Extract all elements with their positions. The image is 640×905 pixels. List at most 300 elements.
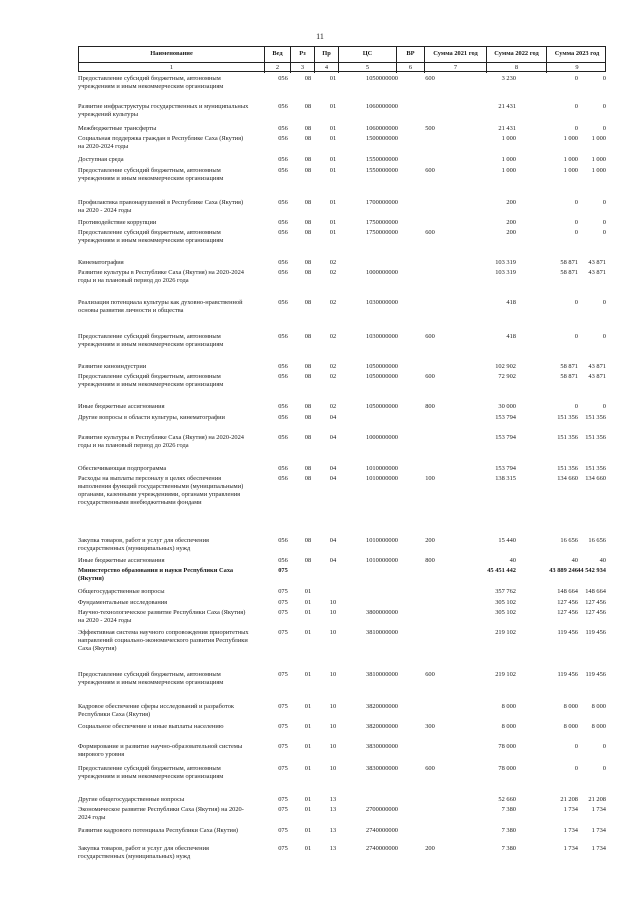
cell-s1: 7 380 (501, 845, 516, 852)
header-number: 2 (275, 64, 280, 71)
cell-name: Противодействие коррупции (78, 219, 157, 226)
cell-rz: 08 (304, 414, 312, 421)
cell-name: Формирование и развитие научно-образовательной системы мирового уровня (78, 743, 243, 758)
cell-rz: 08 (304, 434, 312, 441)
cell-ved: 056 (278, 414, 288, 421)
cell-s1: 30 000 (498, 403, 516, 410)
cell-s3: 0 (602, 75, 606, 82)
cell-rz: 08 (304, 75, 312, 82)
cell-s2: 1 000 (563, 156, 578, 163)
cell-cs: 1550000000 (366, 167, 398, 174)
cell-s2: 0 (574, 103, 578, 110)
cell-name: Социальная поддержка граждан в Республике Саха (Якутия) на 2020-2024 годы (78, 135, 244, 150)
cell-name: Реализация потенциала культуры как духовно-нравственной основы развития личности и общества (78, 299, 243, 314)
cell-s3: 44 542 934 (577, 567, 606, 574)
header-cell (79, 47, 265, 73)
cell-rz: 01 (304, 599, 312, 606)
cell-s1: 153 794 (495, 465, 516, 472)
cell-cs: 1000000000 (366, 269, 398, 276)
cell-s1: 1 000 (501, 135, 516, 142)
cell-cs: 3820000000 (366, 703, 398, 710)
cell-s2: 0 (574, 333, 578, 340)
cell-s2: 58 871 (560, 363, 578, 370)
cell-pr: 10 (329, 671, 337, 678)
cell-ved: 056 (278, 75, 288, 82)
cell-name: Предоставление субсидий бюджетным, автономным учреждениям и иным некоммерческим организациям (78, 373, 224, 388)
cell-ved: 075 (278, 671, 288, 678)
cell-ved: 075 (278, 806, 288, 813)
cell-cs: 3810000000 (366, 671, 398, 678)
cell-s2: 151 356 (557, 465, 578, 472)
cell-s1: 7 380 (501, 827, 516, 834)
cell-name: Закупка товаров, работ и услуг для обеспечения государственных (муниципальных) нужд (78, 845, 209, 860)
cell-cs: 1000000000 (366, 434, 398, 441)
cell-s1: 7 380 (501, 806, 516, 813)
cell-ved: 075 (278, 796, 288, 803)
header-number: 3 (300, 64, 305, 71)
header-number: 7 (453, 64, 458, 71)
cell-pr: 02 (329, 299, 337, 306)
cell-ved: 075 (278, 567, 288, 574)
cell-name: Общегосударственные вопросы (78, 588, 165, 595)
cell-s1: 153 794 (495, 434, 516, 441)
cell-s2: 0 (574, 75, 578, 82)
cell-cs: 2740000000 (366, 827, 398, 834)
cell-s1: 305 102 (495, 599, 516, 606)
cell-s2: 16 656 (560, 537, 578, 544)
cell-cs: 1700000000 (366, 199, 398, 206)
cell-s2: 151 356 (557, 414, 578, 421)
cell-ved: 056 (278, 434, 288, 441)
header-label: ВР (406, 50, 415, 57)
cell-name: Социальное обеспечение и иные выплаты населению (78, 723, 224, 730)
cell-pr: 01 (329, 125, 337, 132)
cell-s2: 127 456 (557, 599, 578, 606)
cell-s2: 119 456 (557, 629, 578, 636)
header-cell (265, 47, 291, 73)
cell-rz: 01 (304, 806, 312, 813)
cell-cs: 2740000000 (366, 845, 398, 852)
cell-s3: 43 871 (588, 259, 606, 266)
cell-cs: 1750000000 (366, 229, 398, 236)
cell-rz: 01 (304, 796, 312, 803)
cell-ved: 075 (278, 845, 288, 852)
cell-cs: 3830000000 (366, 765, 398, 772)
cell-ved: 056 (278, 103, 288, 110)
cell-ved: 056 (278, 135, 288, 142)
cell-rz: 08 (304, 557, 312, 564)
cell-vr: 600 (425, 671, 435, 678)
cell-s2: 127 456 (557, 609, 578, 616)
header-cell (397, 47, 425, 73)
cell-name: Кадровое обеспечение сферы исследований и разработок Республики Саха (Якутия) (78, 703, 235, 718)
cell-s3: 0 (602, 765, 606, 772)
cell-s3: 151 356 (585, 465, 606, 472)
cell-pr: 02 (329, 259, 337, 266)
cell-s3: 1 000 (591, 156, 606, 163)
cell-s2: 0 (574, 229, 578, 236)
cell-s3: 1 734 (591, 827, 606, 834)
cell-ved: 075 (278, 629, 288, 636)
cell-s1: 103 319 (495, 259, 516, 266)
cell-ved: 075 (278, 609, 288, 616)
cell-rz: 08 (304, 475, 312, 482)
header-label: ЦС (362, 50, 373, 57)
cell-s1: 418 (506, 333, 516, 340)
cell-vr: 600 (425, 229, 435, 236)
cell-rz: 01 (304, 765, 312, 772)
cell-s2: 8 000 (563, 703, 578, 710)
cell-s3: 127 456 (585, 599, 606, 606)
cell-pr: 02 (329, 403, 337, 410)
header-number: 5 (365, 64, 370, 71)
cell-rz: 01 (304, 827, 312, 834)
cell-ved: 075 (278, 703, 288, 710)
cell-s1: 305 102 (495, 609, 516, 616)
header-number: 6 (408, 64, 413, 71)
cell-cs: 1500000000 (366, 135, 398, 142)
cell-rz: 01 (304, 845, 312, 852)
cell-s3: 148 664 (585, 588, 606, 595)
cell-pr: 01 (329, 156, 337, 163)
cell-name: Научно-технологическое развитие Республики Саха (Якутия) на 2020 - 2024 годы (78, 609, 246, 624)
cell-cs: 1750000000 (366, 219, 398, 226)
cell-ved: 056 (278, 219, 288, 226)
cell-s1: 21 431 (498, 103, 516, 110)
cell-vr: 800 (425, 557, 435, 564)
table-header (78, 46, 606, 72)
cell-s2: 1 734 (563, 845, 578, 852)
cell-rz: 08 (304, 333, 312, 340)
cell-s3: 0 (602, 199, 606, 206)
cell-pr: 10 (329, 723, 337, 730)
cell-rz: 08 (304, 259, 312, 266)
cell-s2: 119 456 (557, 671, 578, 678)
cell-s3: 8 000 (591, 723, 606, 730)
cell-s3: 0 (602, 333, 606, 340)
cell-vr: 600 (425, 765, 435, 772)
cell-s1: 418 (506, 299, 516, 306)
cell-s2: 58 871 (560, 373, 578, 380)
header-cell (291, 47, 315, 73)
cell-rz: 08 (304, 167, 312, 174)
cell-pr: 10 (329, 609, 337, 616)
cell-ved: 056 (278, 403, 288, 410)
cell-name: Расходы на выплаты персоналу в целях обеспечения выполнения функций государственными (муниципальными) органами, казенными учреждениями, органами управления государственными внебюджетными фондами (78, 475, 244, 506)
cell-s1: 78 000 (498, 743, 516, 750)
cell-name: Закупка товаров, работ и услуг для обеспечения государственных (муниципальных) нужд (78, 537, 209, 552)
cell-cs: 1030000000 (366, 333, 398, 340)
cell-rz: 08 (304, 403, 312, 410)
cell-cs: 1060000000 (366, 125, 398, 132)
cell-ved: 056 (278, 199, 288, 206)
header-label: Пр (322, 50, 331, 57)
cell-s3: 119 456 (585, 629, 606, 636)
cell-s1: 8 000 (501, 703, 516, 710)
cell-s2: 151 356 (557, 434, 578, 441)
cell-s3: 0 (602, 403, 606, 410)
cell-rz: 08 (304, 363, 312, 370)
cell-name: Развитие культуры в Республике Саха (Якутия) на 2020-2024 годы и на плановый период до 2026 года (78, 434, 244, 449)
cell-ved: 056 (278, 475, 288, 482)
cell-s3: 40 (599, 557, 606, 564)
cell-ved: 056 (278, 373, 288, 380)
cell-s3: 1 734 (591, 806, 606, 813)
cell-s1: 72 902 (498, 373, 516, 380)
cell-s3: 127 456 (585, 609, 606, 616)
cell-name: Предоставление субсидий бюджетным, автономным учреждениям и иным некоммерческим организациям (78, 229, 224, 244)
cell-s1: 1 000 (501, 167, 516, 174)
cell-s3: 43 871 (588, 363, 606, 370)
cell-s1: 103 319 (495, 269, 516, 276)
cell-rz: 01 (304, 703, 312, 710)
cell-ved: 075 (278, 599, 288, 606)
cell-s1: 219 102 (495, 671, 516, 678)
cell-s2: 0 (574, 299, 578, 306)
cell-s2: 8 000 (563, 723, 578, 730)
cell-vr: 600 (425, 167, 435, 174)
cell-pr: 10 (329, 765, 337, 772)
cell-s3: 0 (602, 743, 606, 750)
cell-rz: 01 (304, 609, 312, 616)
cell-s2: 1 734 (563, 827, 578, 834)
cell-cs: 1010000000 (366, 537, 398, 544)
cell-cs: 1010000000 (366, 475, 398, 482)
cell-s3: 0 (602, 229, 606, 236)
cell-rz: 01 (304, 629, 312, 636)
cell-rz: 08 (304, 156, 312, 163)
cell-name: Предоставление субсидий бюджетным, автономным учреждениям и иным некоммерческим организациям (78, 167, 224, 182)
cell-pr: 02 (329, 373, 337, 380)
cell-name: Развитие культуры в Республике Саха (Якутия) на 2020-2024 годы и на плановый период до 2026 года (78, 269, 244, 284)
cell-s1: 45 451 442 (487, 567, 516, 574)
cell-s2: 134 660 (557, 475, 578, 482)
header-label: Рз (299, 50, 306, 57)
cell-ved: 075 (278, 743, 288, 750)
cell-s2: 58 871 (560, 269, 578, 276)
header-cell (547, 47, 607, 73)
cell-s2: 1 000 (563, 135, 578, 142)
cell-cs: 1050000000 (366, 75, 398, 82)
cell-rz: 08 (304, 219, 312, 226)
cell-name: Министерство образования и науки Республики Саха (Якутия) (78, 567, 234, 582)
cell-s1: 153 794 (495, 414, 516, 421)
header-label: Сумма 2023 год (554, 50, 600, 57)
cell-cs: 3830000000 (366, 743, 398, 750)
cell-ved: 075 (278, 765, 288, 772)
cell-name: Развитие инфраструктуры государственных и муниципальных учреждений культуры (78, 103, 249, 118)
cell-ved: 056 (278, 363, 288, 370)
cell-s1: 102 902 (495, 363, 516, 370)
cell-s3: 43 871 (588, 373, 606, 380)
cell-s3: 1 000 (591, 135, 606, 142)
cell-pr: 13 (329, 806, 337, 813)
cell-ved: 075 (278, 827, 288, 834)
cell-pr: 10 (329, 743, 337, 750)
cell-rz: 08 (304, 373, 312, 380)
cell-s2: 0 (574, 219, 578, 226)
cell-ved: 056 (278, 465, 288, 472)
cell-s2: 21 208 (560, 796, 578, 803)
cell-name: Экономическое развитие Республики Саха (Якутия) на 2020-2024 годы (78, 806, 244, 821)
cell-cs: 3800000000 (366, 609, 398, 616)
cell-pr: 01 (329, 219, 337, 226)
cell-name: Развитие кинoиндустрии (78, 363, 147, 370)
cell-s3: 0 (602, 103, 606, 110)
cell-s1: 219 102 (495, 629, 516, 636)
cell-s3: 0 (602, 125, 606, 132)
cell-vr: 600 (425, 75, 435, 82)
cell-rz: 08 (304, 229, 312, 236)
header-cell (425, 47, 487, 73)
cell-pr: 04 (329, 475, 337, 482)
page-number: 11 (316, 32, 324, 41)
cell-rz: 08 (304, 199, 312, 206)
cell-vr: 200 (425, 537, 435, 544)
header-label: Сумма 2022 год (494, 50, 539, 57)
cell-ved: 056 (278, 229, 288, 236)
cell-pr: 02 (329, 333, 337, 340)
cell-ved: 075 (278, 723, 288, 730)
cell-s2: 0 (574, 743, 578, 750)
header-label: Сумма 2021 год (433, 50, 478, 57)
cell-s1: 200 (506, 199, 516, 206)
cell-pr: 10 (329, 599, 337, 606)
cell-pr: 02 (329, 269, 337, 276)
cell-s1: 200 (506, 219, 516, 226)
header-label: Вед (272, 50, 283, 57)
cell-rz: 08 (304, 125, 312, 132)
cell-s1: 78 000 (498, 765, 516, 772)
cell-pr: 04 (329, 414, 337, 421)
header-number: 4 (324, 64, 329, 71)
cell-name: Кинематография (78, 259, 124, 266)
cell-vr: 100 (425, 475, 435, 482)
cell-pr: 04 (329, 557, 337, 564)
cell-name: Предоставление субсидий бюджетным, автономным учреждениям и иным некоммерческим организациям (78, 75, 224, 90)
cell-vr: 300 (425, 723, 435, 730)
cell-s1: 1 000 (501, 156, 516, 163)
cell-vr: 600 (425, 333, 435, 340)
cell-pr: 01 (329, 135, 337, 142)
cell-s1: 357 762 (495, 588, 516, 595)
cell-cs: 2700000000 (366, 806, 398, 813)
cell-ved: 075 (278, 588, 288, 595)
cell-s3: 8 000 (591, 703, 606, 710)
header-number: 9 (575, 64, 579, 71)
header-cell (487, 47, 547, 73)
cell-ved: 056 (278, 299, 288, 306)
cell-cs: 1050000000 (366, 373, 398, 380)
cell-rz: 08 (304, 269, 312, 276)
header-label: Наименование (150, 50, 193, 57)
cell-rz: 08 (304, 135, 312, 142)
cell-s3: 1 000 (591, 167, 606, 174)
cell-pr: 10 (329, 629, 337, 636)
cell-s1: 200 (506, 229, 516, 236)
cell-rz: 08 (304, 299, 312, 306)
cell-rz: 01 (304, 671, 312, 678)
cell-s1: 138 315 (495, 475, 516, 482)
cell-vr: 500 (425, 125, 435, 132)
cell-vr: 200 (425, 845, 435, 852)
header-cell (339, 47, 397, 73)
cell-name: Иные бюджетные ассигнования (78, 557, 165, 564)
cell-s2: 40 (571, 557, 578, 564)
cell-pr: 01 (329, 229, 337, 236)
cell-rz: 01 (304, 723, 312, 730)
cell-rz: 08 (304, 103, 312, 110)
cell-s2: 1 734 (563, 806, 578, 813)
cell-name: Фундаментальные исследования (78, 599, 168, 606)
header-number: 8 (514, 64, 519, 71)
cell-s3: 16 656 (588, 537, 606, 544)
cell-name: Другие общегосударственные вопросы (78, 796, 185, 803)
cell-s3: 134 660 (585, 475, 606, 482)
cell-name: Доступная среда (78, 156, 124, 163)
cell-pr: 13 (329, 796, 337, 803)
cell-ved: 056 (278, 125, 288, 132)
cell-ved: 056 (278, 557, 288, 564)
cell-cs: 3810000000 (366, 629, 398, 636)
cell-ved: 056 (278, 269, 288, 276)
cell-name: Предоставление субсидий бюджетным, автономным учреждениям и иным некоммерческим организациям (78, 765, 224, 780)
cell-name: Предоставление субсидий бюджетным, автономным учреждениям и иным некоммерческим организациям (78, 333, 224, 348)
cell-name: Межбюджетные трансферты (78, 125, 157, 132)
cell-pr: 01 (329, 167, 337, 174)
cell-s3: 43 871 (588, 269, 606, 276)
cell-s2: 58 871 (560, 259, 578, 266)
cell-pr: 02 (329, 363, 337, 370)
cell-ved: 056 (278, 537, 288, 544)
cell-s2: 1 000 (563, 167, 578, 174)
cell-ved: 056 (278, 333, 288, 340)
cell-s1: 40 (509, 557, 516, 564)
cell-pr: 01 (329, 75, 337, 82)
cell-cs: 1050000000 (366, 363, 398, 370)
cell-s1: 8 000 (501, 723, 516, 730)
cell-cs: 1010000000 (366, 465, 398, 472)
cell-s3: 21 208 (588, 796, 606, 803)
cell-s3: 151 356 (585, 414, 606, 421)
cell-vr: 600 (425, 373, 435, 380)
header-number: 1 (169, 64, 174, 71)
cell-rz: 08 (304, 465, 312, 472)
cell-s3: 0 (602, 299, 606, 306)
cell-cs: 1550000000 (366, 156, 398, 163)
cell-cs: 1050000000 (366, 403, 398, 410)
cell-cs: 3820000000 (366, 723, 398, 730)
cell-s1: 15 440 (498, 537, 516, 544)
cell-s1: 52 660 (498, 796, 516, 803)
cell-s2: 0 (574, 199, 578, 206)
cell-name: Обеспечивающая подпрограмма (78, 465, 167, 472)
cell-pr: 04 (329, 434, 337, 441)
cell-s2: 43 889 246 (549, 567, 578, 574)
cell-rz: 08 (304, 537, 312, 544)
cell-pr: 10 (329, 703, 337, 710)
cell-s1: 21 431 (498, 125, 516, 132)
cell-s3: 151 356 (585, 434, 606, 441)
cell-name: Иные бюджетные ассигнования (78, 403, 165, 410)
cell-pr: 04 (329, 465, 337, 472)
cell-pr: 13 (329, 845, 337, 852)
cell-pr: 01 (329, 103, 337, 110)
cell-cs: 1060000000 (366, 103, 398, 110)
cell-name: Развитие кадрового потенциала Республики Саха (Якутия) (78, 827, 239, 834)
cell-s2: 0 (574, 403, 578, 410)
cell-ved: 056 (278, 259, 288, 266)
